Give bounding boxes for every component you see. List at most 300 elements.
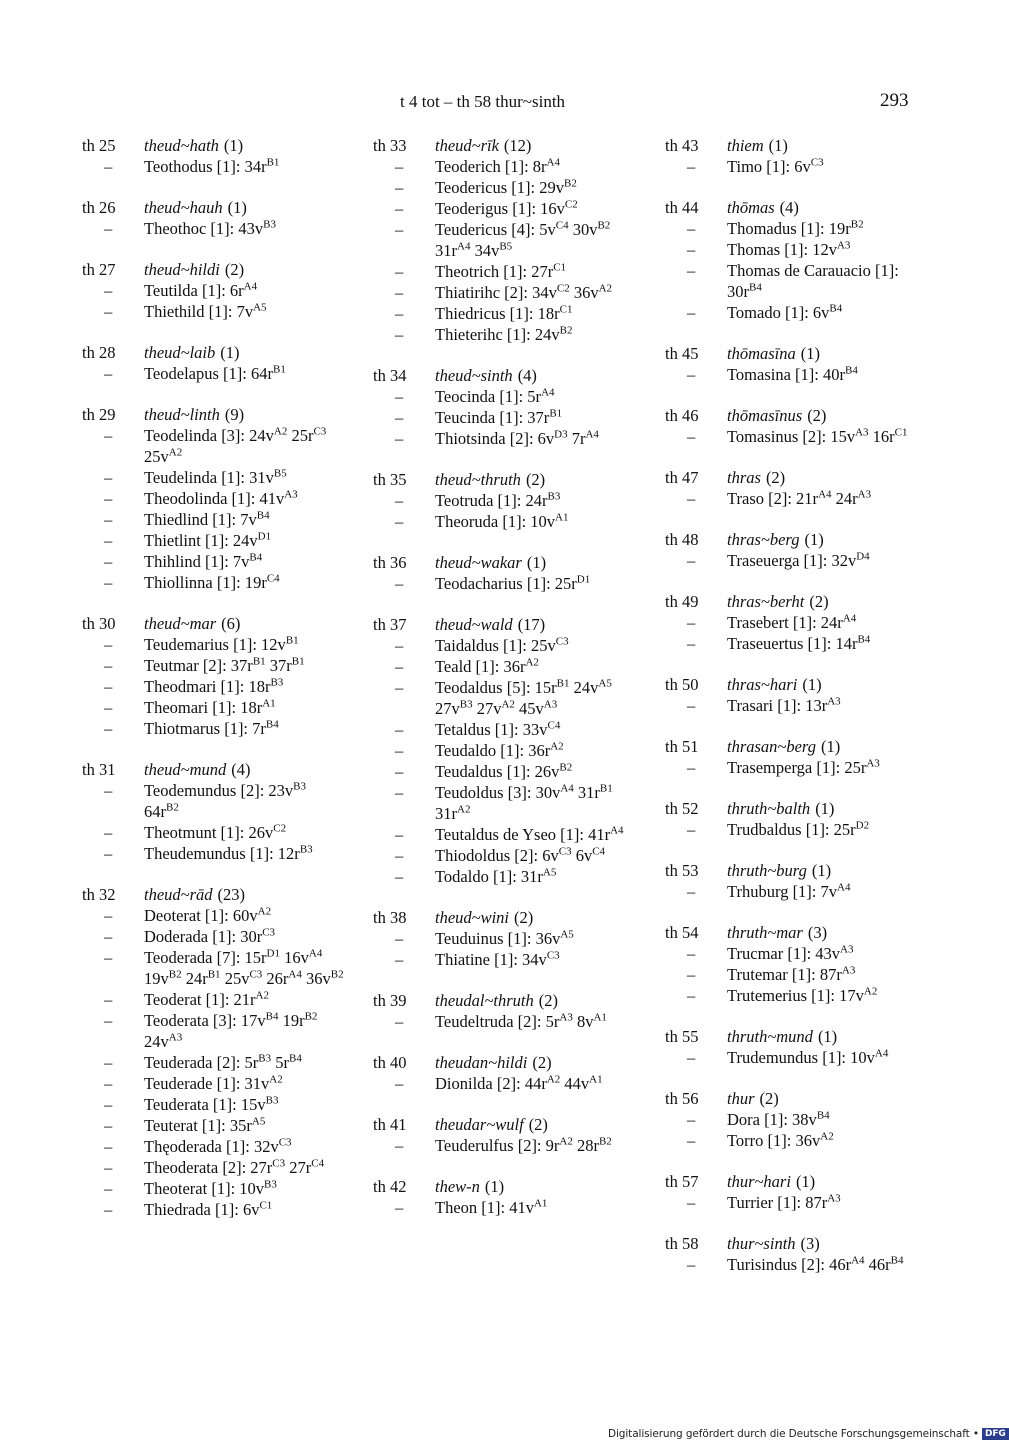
name-form	[82, 718, 344, 739]
folio-position: D4	[856, 550, 870, 563]
dash-marker: –	[395, 574, 404, 593]
entry-code: th 38	[373, 908, 407, 927]
form-text: Traseuertus [1]: $14r^{B4}$	[727, 633, 871, 653]
entry-count: (1)	[800, 344, 821, 363]
entry-code: th 34	[373, 366, 407, 385]
dash-marker: –	[104, 781, 113, 800]
name-form	[82, 467, 344, 488]
dash-marker: –	[104, 698, 113, 717]
index-entry	[665, 736, 927, 778]
index-entry	[373, 1176, 635, 1218]
folio-position: A2	[457, 803, 471, 816]
entry-count: (12)	[503, 136, 532, 155]
dash-marker: –	[687, 489, 696, 508]
folio-position: A3	[827, 1192, 841, 1205]
form-text: Theotmunt [1]: $26v^{C2}$	[144, 822, 287, 842]
entry-count: (1)	[795, 1172, 816, 1191]
form-text: Theoterat [1]: $10v^{B3}$	[144, 1178, 277, 1198]
name-form	[665, 633, 927, 654]
entry-head	[82, 613, 344, 634]
name-form	[82, 218, 344, 239]
dash-marker: –	[395, 950, 404, 969]
form-text: Theodmari [1]: $18r^{B3}$	[144, 676, 284, 696]
folio-position: A2	[550, 740, 564, 753]
form-text: Dionilda [2]: $44r^{A2}$ $44v^{A1}$	[435, 1073, 603, 1093]
form-text: Thihlind [1]: $7v^{B4}$	[144, 551, 263, 571]
name-form	[373, 1073, 635, 1094]
form-text: Thieterihc [1]: $24v^{B2}$	[435, 324, 573, 344]
form-text: Theodolinda [1]: $41v^{A3}$	[144, 488, 298, 508]
name-form	[82, 926, 344, 947]
index-entry	[373, 365, 635, 449]
index-entry	[82, 135, 344, 177]
entry-count: (1)	[768, 136, 788, 155]
folio-position: A4	[874, 1047, 889, 1060]
folio-position: A3	[543, 698, 558, 711]
name-form	[373, 1197, 635, 1218]
folio-position: A2	[546, 1073, 561, 1086]
folio-position: A3	[855, 426, 869, 439]
folio-position: C4	[592, 845, 606, 858]
dash-marker: –	[395, 262, 404, 281]
entry-count: (1)	[220, 343, 240, 362]
folio-position: D1	[266, 947, 280, 960]
entry-count: (1)	[526, 553, 547, 572]
entry-lemma: thruth~mar	[727, 923, 803, 942]
entry-head	[373, 135, 635, 156]
dash-marker: –	[687, 944, 696, 963]
entry-code: th 46	[665, 406, 699, 425]
entry-count: (1)	[821, 737, 841, 756]
dash-marker: –	[104, 468, 113, 487]
folio-position: A4	[457, 240, 471, 253]
dash-marker: –	[395, 636, 404, 655]
name-form	[373, 677, 635, 719]
folio-position: B1	[252, 655, 266, 668]
folio-position: A2	[501, 698, 515, 711]
entry-head	[665, 1088, 927, 1109]
entry-code: th 47	[665, 468, 699, 487]
dash-marker: –	[687, 965, 696, 984]
form-text: Teudericus [4]: $5v^{C4}$ $30v^{B2}$ $31r^{A4}$ $34v^{B5}$	[435, 219, 611, 260]
index-entry	[665, 1171, 927, 1213]
dash-marker: –	[395, 1136, 404, 1155]
dash-marker: –	[104, 1116, 113, 1135]
dash-marker: –	[395, 720, 404, 739]
entry-head	[82, 759, 344, 780]
folio-position: A3	[840, 943, 854, 956]
folio-position: B4	[249, 551, 263, 564]
name-form	[82, 425, 344, 467]
folio-position: A5	[598, 677, 612, 690]
folio-position: C4	[555, 219, 569, 232]
name-form	[82, 488, 344, 509]
dash-marker: –	[104, 656, 113, 675]
index-entry	[665, 860, 927, 902]
dash-marker: –	[104, 844, 113, 863]
entry-head	[373, 614, 635, 635]
name-form	[82, 363, 344, 384]
folio-position: B2	[330, 968, 344, 981]
form-text: Theoruda [1]: $10v^{A1}$	[435, 511, 569, 531]
entry-lemma: theudal~thruth	[435, 991, 534, 1010]
form-text: Teudoldus [3]: $30v^{A4}$ $31r^{B1}$ $31r^{A2}$	[435, 782, 613, 823]
form-text: Teoderat [1]: $21r^{A2}$	[144, 989, 269, 1009]
folio-position: A2	[273, 425, 288, 438]
dash-marker: –	[395, 1074, 404, 1093]
folio-position: B1	[272, 363, 286, 376]
entry-count: (2)	[514, 908, 534, 927]
entry-head	[373, 1052, 635, 1073]
name-form	[82, 509, 344, 530]
dash-marker: –	[395, 408, 404, 427]
index-entry	[82, 259, 344, 322]
form-text: Teoderada [7]: $15r^{D1}$ $16v^{A4}$ $19v^{B2}$ $24r^{B1}$ $25v^{C3}$ $26r^{A4}$ $36v^{B2}$	[144, 947, 344, 988]
entry-count: (2)	[759, 1089, 779, 1108]
dash-marker: –	[395, 678, 404, 697]
dash-marker: –	[395, 846, 404, 865]
name-form	[665, 426, 927, 447]
entry-head	[82, 135, 344, 156]
entry-lemma: theud~mar	[144, 614, 217, 633]
entry-code: th 42	[373, 1177, 407, 1196]
folio-position: C4	[547, 719, 561, 732]
folio-position: B4	[749, 281, 762, 294]
dash-marker: –	[395, 220, 404, 239]
folio-position: C3	[555, 635, 569, 648]
form-text: Teudaldus [1]: $26v^{B2}$	[435, 761, 573, 781]
entry-code: th 28	[82, 343, 116, 362]
folio-position: C3	[278, 1136, 292, 1149]
entry-code: th 25	[82, 136, 116, 155]
dash-marker: –	[687, 758, 696, 777]
name-form	[665, 695, 927, 716]
index-entry	[82, 404, 344, 593]
folio-position: B2	[168, 968, 182, 981]
index-entry	[82, 759, 344, 864]
dash-marker: –	[104, 990, 113, 1009]
folio-position: B5	[499, 240, 513, 253]
folio-position: B3	[299, 843, 313, 856]
folio-position: A4	[243, 280, 258, 293]
funding-footer	[608, 1428, 1009, 1440]
dash-marker: –	[395, 304, 404, 323]
entry-lemma: thrasan~berg	[727, 737, 816, 756]
folio-position: C2	[556, 282, 570, 295]
dash-marker: –	[104, 1011, 113, 1030]
folio-position: A2	[255, 989, 269, 1002]
entry-code: th 45	[665, 344, 699, 363]
index-entry	[665, 197, 927, 323]
dash-marker: –	[104, 1095, 113, 1114]
form-text: Dora [1]: $38v^{B4}$	[727, 1109, 830, 1129]
index-entry	[373, 907, 635, 970]
entry-code: th 33	[373, 136, 407, 155]
name-form	[82, 280, 344, 301]
entry-head	[82, 342, 344, 363]
dash-marker: –	[687, 427, 696, 446]
entry-lemma: theud~thruth	[435, 470, 521, 489]
dash-marker: –	[104, 510, 113, 529]
entry-code: th 26	[82, 198, 116, 217]
folio-position: D3	[554, 428, 568, 441]
entry-lemma: thur~sinth	[727, 1234, 796, 1253]
index-entry	[373, 614, 635, 887]
name-form	[373, 824, 635, 845]
entry-count: (2)	[528, 1115, 548, 1134]
name-form	[82, 822, 344, 843]
running-head: t 4 tot – th 58 thur~sinth	[400, 92, 566, 111]
form-text: Teoderigus [1]: $16v^{C2}$	[435, 198, 578, 218]
form-text: Theudemundus [1]: $12r^{B3}$	[144, 843, 313, 863]
dash-marker: –	[104, 426, 113, 445]
entry-code: th 40	[373, 1053, 407, 1072]
folio-position: A2	[168, 446, 183, 459]
entry-code: th 55	[665, 1027, 699, 1046]
entry-head	[373, 907, 635, 928]
page-number: 293	[880, 90, 909, 111]
name-form	[82, 1094, 344, 1115]
folio-position: A4	[585, 428, 599, 441]
form-text: Trudbaldus [1]: $25r^{D2}$	[727, 819, 870, 839]
folio-position: A3	[841, 964, 856, 977]
name-form	[665, 757, 927, 778]
entry-count: (2)	[765, 468, 786, 487]
dash-marker: –	[687, 986, 696, 1005]
entry-head	[665, 529, 927, 550]
folio-position: A4	[308, 947, 323, 960]
name-form	[82, 301, 344, 322]
dash-marker: –	[104, 1179, 113, 1198]
entry-code: th 27	[82, 260, 116, 279]
folio-position: C4	[311, 1157, 325, 1170]
entry-lemma: thras~hari	[727, 675, 798, 694]
dash-marker: –	[104, 948, 113, 967]
entry-code: th 29	[82, 405, 116, 424]
index-entry	[82, 884, 344, 1220]
name-form	[373, 303, 635, 324]
name-form	[373, 573, 635, 594]
form-text: Thiedricus [1]: $18r^{C1}$	[435, 303, 573, 323]
dash-marker: –	[104, 281, 113, 300]
dash-marker: –	[395, 283, 404, 302]
dash-marker: –	[687, 634, 696, 653]
name-form	[665, 1109, 927, 1130]
name-form	[665, 550, 927, 571]
name-form	[373, 177, 635, 198]
dash-marker: –	[687, 1110, 696, 1129]
name-form	[665, 985, 927, 1006]
form-text: Thiedrada [1]: $6v^{C1}$	[144, 1199, 273, 1219]
folio-position: B3	[265, 1094, 279, 1107]
folio-position: A3	[827, 695, 841, 708]
entry-count: (3)	[800, 1234, 820, 1253]
name-form	[665, 881, 927, 902]
form-text: Thiodoldus [2]: $6v^{C3}$ $6v^{C4}$	[435, 845, 606, 865]
name-form	[665, 1192, 927, 1213]
folio-position: A2	[257, 905, 272, 918]
index-entry	[82, 342, 344, 384]
folio-position: A2	[269, 1073, 283, 1086]
form-text: Trasari [1]: $13r^{A3}$	[727, 695, 841, 715]
index-entry	[665, 405, 927, 447]
entry-lemma: thras	[727, 468, 761, 487]
folio-position: C3	[558, 845, 572, 858]
entry-count: (1)	[223, 136, 244, 155]
name-form	[373, 324, 635, 345]
index-entry	[665, 1088, 927, 1151]
form-text: Theotrich [1]: $27r^{C1}$	[435, 261, 567, 281]
folio-position: A3	[866, 757, 880, 770]
entry-lemma: theud~hauh	[144, 198, 223, 217]
form-text: Trudemundus [1]: $10v^{A4}$	[727, 1047, 889, 1067]
name-form	[373, 407, 635, 428]
folio-position: C1	[894, 426, 908, 439]
folio-position: B2	[563, 177, 577, 190]
entry-code: th 52	[665, 799, 699, 818]
folio-position: B3	[258, 1052, 272, 1065]
name-form	[373, 386, 635, 407]
name-form	[82, 1073, 344, 1094]
entry-count: (1)	[811, 861, 832, 880]
name-form	[373, 198, 635, 219]
index-entry	[665, 674, 927, 716]
entry-head	[373, 990, 635, 1011]
form-text: Teodelapus [1]: $64r^{B1}$	[144, 363, 286, 383]
folio-position: C4	[266, 572, 280, 585]
entry-lemma: thōmasīna	[727, 344, 796, 363]
name-form	[82, 634, 344, 655]
folio-position: B4	[890, 1254, 904, 1267]
folio-position: B1	[291, 655, 305, 668]
index-entry	[82, 197, 344, 239]
name-form	[373, 740, 635, 761]
folio-position: B3	[547, 490, 561, 503]
form-text: Todaldo [1]: $31r^{A5}$	[435, 866, 557, 886]
entry-code: th 44	[665, 198, 699, 217]
name-form	[82, 1136, 344, 1157]
name-form	[373, 928, 635, 949]
index-entry	[665, 1233, 927, 1275]
folio-position: B3	[264, 1178, 277, 1191]
form-text: Thiatine [1]: $34v^{C3}$	[435, 949, 560, 969]
entry-head	[665, 922, 927, 943]
folio-position: C3	[262, 926, 276, 939]
name-form	[373, 866, 635, 887]
form-text: Teuderata [1]: $15v^{B3}$	[144, 1094, 279, 1114]
form-text: Teald [1]: $36r^{A2}$	[435, 656, 539, 676]
folio-position: A5	[251, 1115, 266, 1128]
dash-marker: –	[395, 1012, 404, 1031]
dash-marker: –	[687, 696, 696, 715]
entry-head	[373, 552, 635, 573]
name-form	[82, 947, 344, 989]
dash-marker: –	[687, 820, 696, 839]
dash-marker: –	[395, 1198, 404, 1217]
entry-lemma: theud~mund	[144, 760, 227, 779]
name-form	[82, 843, 344, 864]
dash-marker: –	[687, 1193, 696, 1212]
dash-marker: –	[104, 573, 113, 592]
name-form	[373, 949, 635, 970]
dash-marker: –	[687, 261, 696, 280]
folio-position: C3	[546, 949, 560, 962]
folio-position: A3	[284, 488, 298, 501]
name-form	[665, 1254, 927, 1275]
folio-position: B1	[549, 407, 563, 420]
folio-position: A1	[555, 511, 569, 524]
entry-code: th 48	[665, 530, 699, 549]
form-text: Doderada [1]: $30r^{C3}$	[144, 926, 276, 946]
entry-count: (2)	[538, 991, 559, 1010]
entry-count: (1)	[802, 675, 822, 694]
folio-position: A4	[842, 612, 857, 625]
entry-head	[665, 405, 927, 426]
dash-marker: –	[395, 929, 404, 948]
entry-lemma: theud~sinth	[435, 366, 513, 385]
folio-position: A5	[253, 301, 267, 314]
dash-marker: –	[395, 157, 404, 176]
entry-code: th 41	[373, 1115, 407, 1134]
entry-head	[373, 1176, 635, 1197]
index-entry	[373, 1114, 635, 1156]
form-text: Trhuburg [1]: $7v^{A4}$	[727, 881, 851, 901]
name-form	[373, 1135, 635, 1156]
entry-count: (1)	[227, 198, 247, 217]
entry-code: th 53	[665, 861, 699, 880]
form-text: Teuderada [2]: $5r^{B3}$ $5r^{B4}$	[144, 1052, 302, 1072]
folio-position: C3	[313, 425, 327, 438]
form-text: Teudemarius [1]: $12v^{B1}$	[144, 634, 299, 654]
entry-code: th 36	[373, 553, 407, 572]
folio-position: A4	[546, 156, 560, 169]
index-entry	[665, 135, 927, 177]
entry-lemma: theud~hath	[144, 136, 219, 155]
dash-marker: –	[104, 927, 113, 946]
entry-count: (1)	[815, 799, 835, 818]
folio-position: C1	[553, 261, 567, 274]
entry-head	[665, 736, 927, 757]
entry-count: (2)	[525, 470, 546, 489]
dash-marker: –	[104, 1200, 113, 1219]
folio-position: A4	[560, 782, 574, 795]
entry-code: th 50	[665, 675, 699, 694]
form-text: Teodacharius [1]: $25r^{D1}$	[435, 573, 591, 593]
name-form	[665, 943, 927, 964]
name-form	[82, 551, 344, 572]
entry-code: th 56	[665, 1089, 699, 1108]
entry-lemma: thras~berht	[727, 592, 805, 611]
entry-lemma: theud~rād	[144, 885, 213, 904]
name-form	[82, 905, 344, 926]
folio-position: B4	[289, 1052, 302, 1065]
folio-position: D1	[576, 573, 591, 586]
index-entry	[665, 467, 927, 509]
entry-head	[665, 591, 927, 612]
folio-position: A1	[593, 1011, 607, 1024]
folio-position: B2	[597, 219, 611, 232]
entry-count: (3)	[807, 923, 828, 942]
dash-marker: –	[395, 783, 404, 802]
running-header	[0, 92, 1000, 116]
dash-marker: –	[687, 1048, 696, 1067]
name-form	[373, 219, 635, 261]
dash-marker: –	[395, 867, 404, 886]
entry-count: (1)	[804, 530, 824, 549]
folio-position: D2	[855, 819, 870, 832]
folio-position: B4	[265, 1010, 279, 1023]
form-text: Teotruda [1]: $24r^{B3}$	[435, 490, 561, 510]
